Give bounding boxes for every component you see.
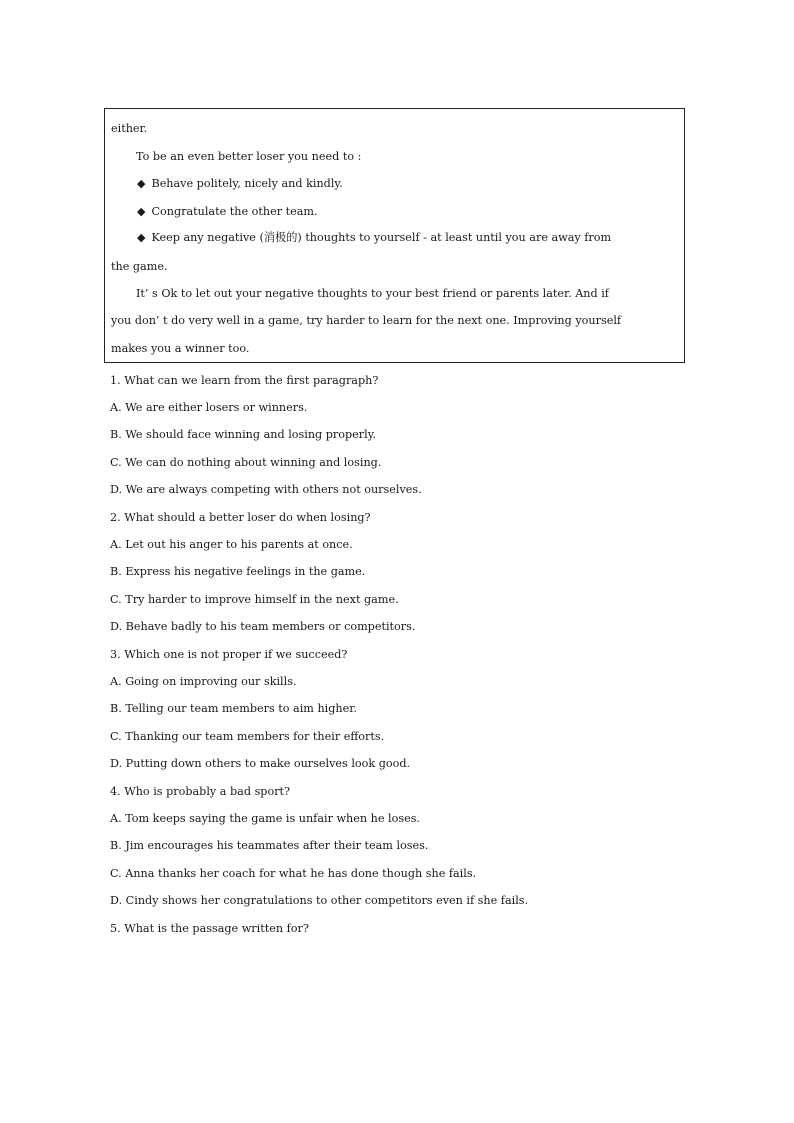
question-3-stem: 3. Which one is not proper if we succeed?	[110, 648, 348, 661]
question-1-option-c: C. We can do nothing about winning and losing.	[110, 456, 382, 469]
question-2-option-b: B. Express his negative feelings in the game.	[110, 565, 366, 578]
question-4-option-d: D. Cindy shows her congratulations to other competitors even if she fails.	[110, 894, 529, 907]
question-3-option-b: B. Telling our team members to aim higher.	[110, 702, 357, 715]
bullet-text: Congratulate the other team.	[151, 205, 318, 218]
passage-closing-line-1: It’ s Ok to let out your negative thoughts to your best friend or parents later. And if	[136, 287, 609, 300]
question-5-stem: 5. What is the passage written for?	[110, 922, 309, 935]
passage-closing-line-2: you don’ t do very well in a game, try harder to learn for the next one. Improving yourself	[111, 314, 622, 327]
passage-intro: To be an even better loser you need to :	[136, 150, 362, 163]
question-3-option-c: C. Thanking our team members for their efforts.	[110, 730, 385, 743]
bullet-text: Keep any negative (消极的) thoughts to yourself - at least until you are away from	[151, 231, 612, 244]
passage-bullet-2	[137, 205, 716, 219]
question-4-stem: 4. Who is probably a bad sport?	[110, 785, 291, 798]
bullet-text: Behave politely, nicely and kindly.	[151, 177, 343, 190]
passage-closing-line-3: makes you a winner too.	[111, 342, 250, 355]
question-2-option-a: A. Let out his anger to his parents at once.	[110, 538, 353, 551]
question-1-option-a: A. We are either losers or winners.	[110, 401, 308, 414]
question-4-option-c: C. Anna thanks her coach for what he has done though she fails.	[110, 867, 477, 880]
passage-bullet-1	[137, 177, 716, 191]
question-1-stem: 1. What can we learn from the first paragraph?	[110, 374, 379, 387]
passage-line-either: either.	[111, 122, 148, 135]
passage-bullet-3-cont: the game.	[111, 260, 168, 273]
question-3-option-a: A. Going on improving our skills.	[110, 675, 297, 688]
diamond-bullet-icon: ◆	[137, 205, 146, 218]
question-1-option-d: D. We are always competing with others not ourselves.	[110, 483, 422, 496]
diamond-bullet-icon: ◆	[137, 231, 146, 244]
question-3-option-d: D. Putting down others to make ourselves look good.	[110, 757, 411, 770]
question-1-option-b: B. We should face winning and losing properly.	[110, 428, 377, 441]
question-2-option-c: C. Try harder to improve himself in the next game.	[110, 593, 399, 606]
question-2-stem: 2. What should a better loser do when losing?	[110, 511, 371, 524]
passage-box	[104, 108, 685, 363]
passage-bullet-3	[137, 231, 716, 245]
diamond-bullet-icon: ◆	[137, 177, 146, 190]
question-2-option-d: D. Behave badly to his team members or competitors.	[110, 620, 416, 633]
question-4-option-a: A. Tom keeps saying the game is unfair when he loses.	[110, 812, 420, 825]
question-4-option-b: B. Jim encourages his teammates after their team loses.	[110, 839, 429, 852]
